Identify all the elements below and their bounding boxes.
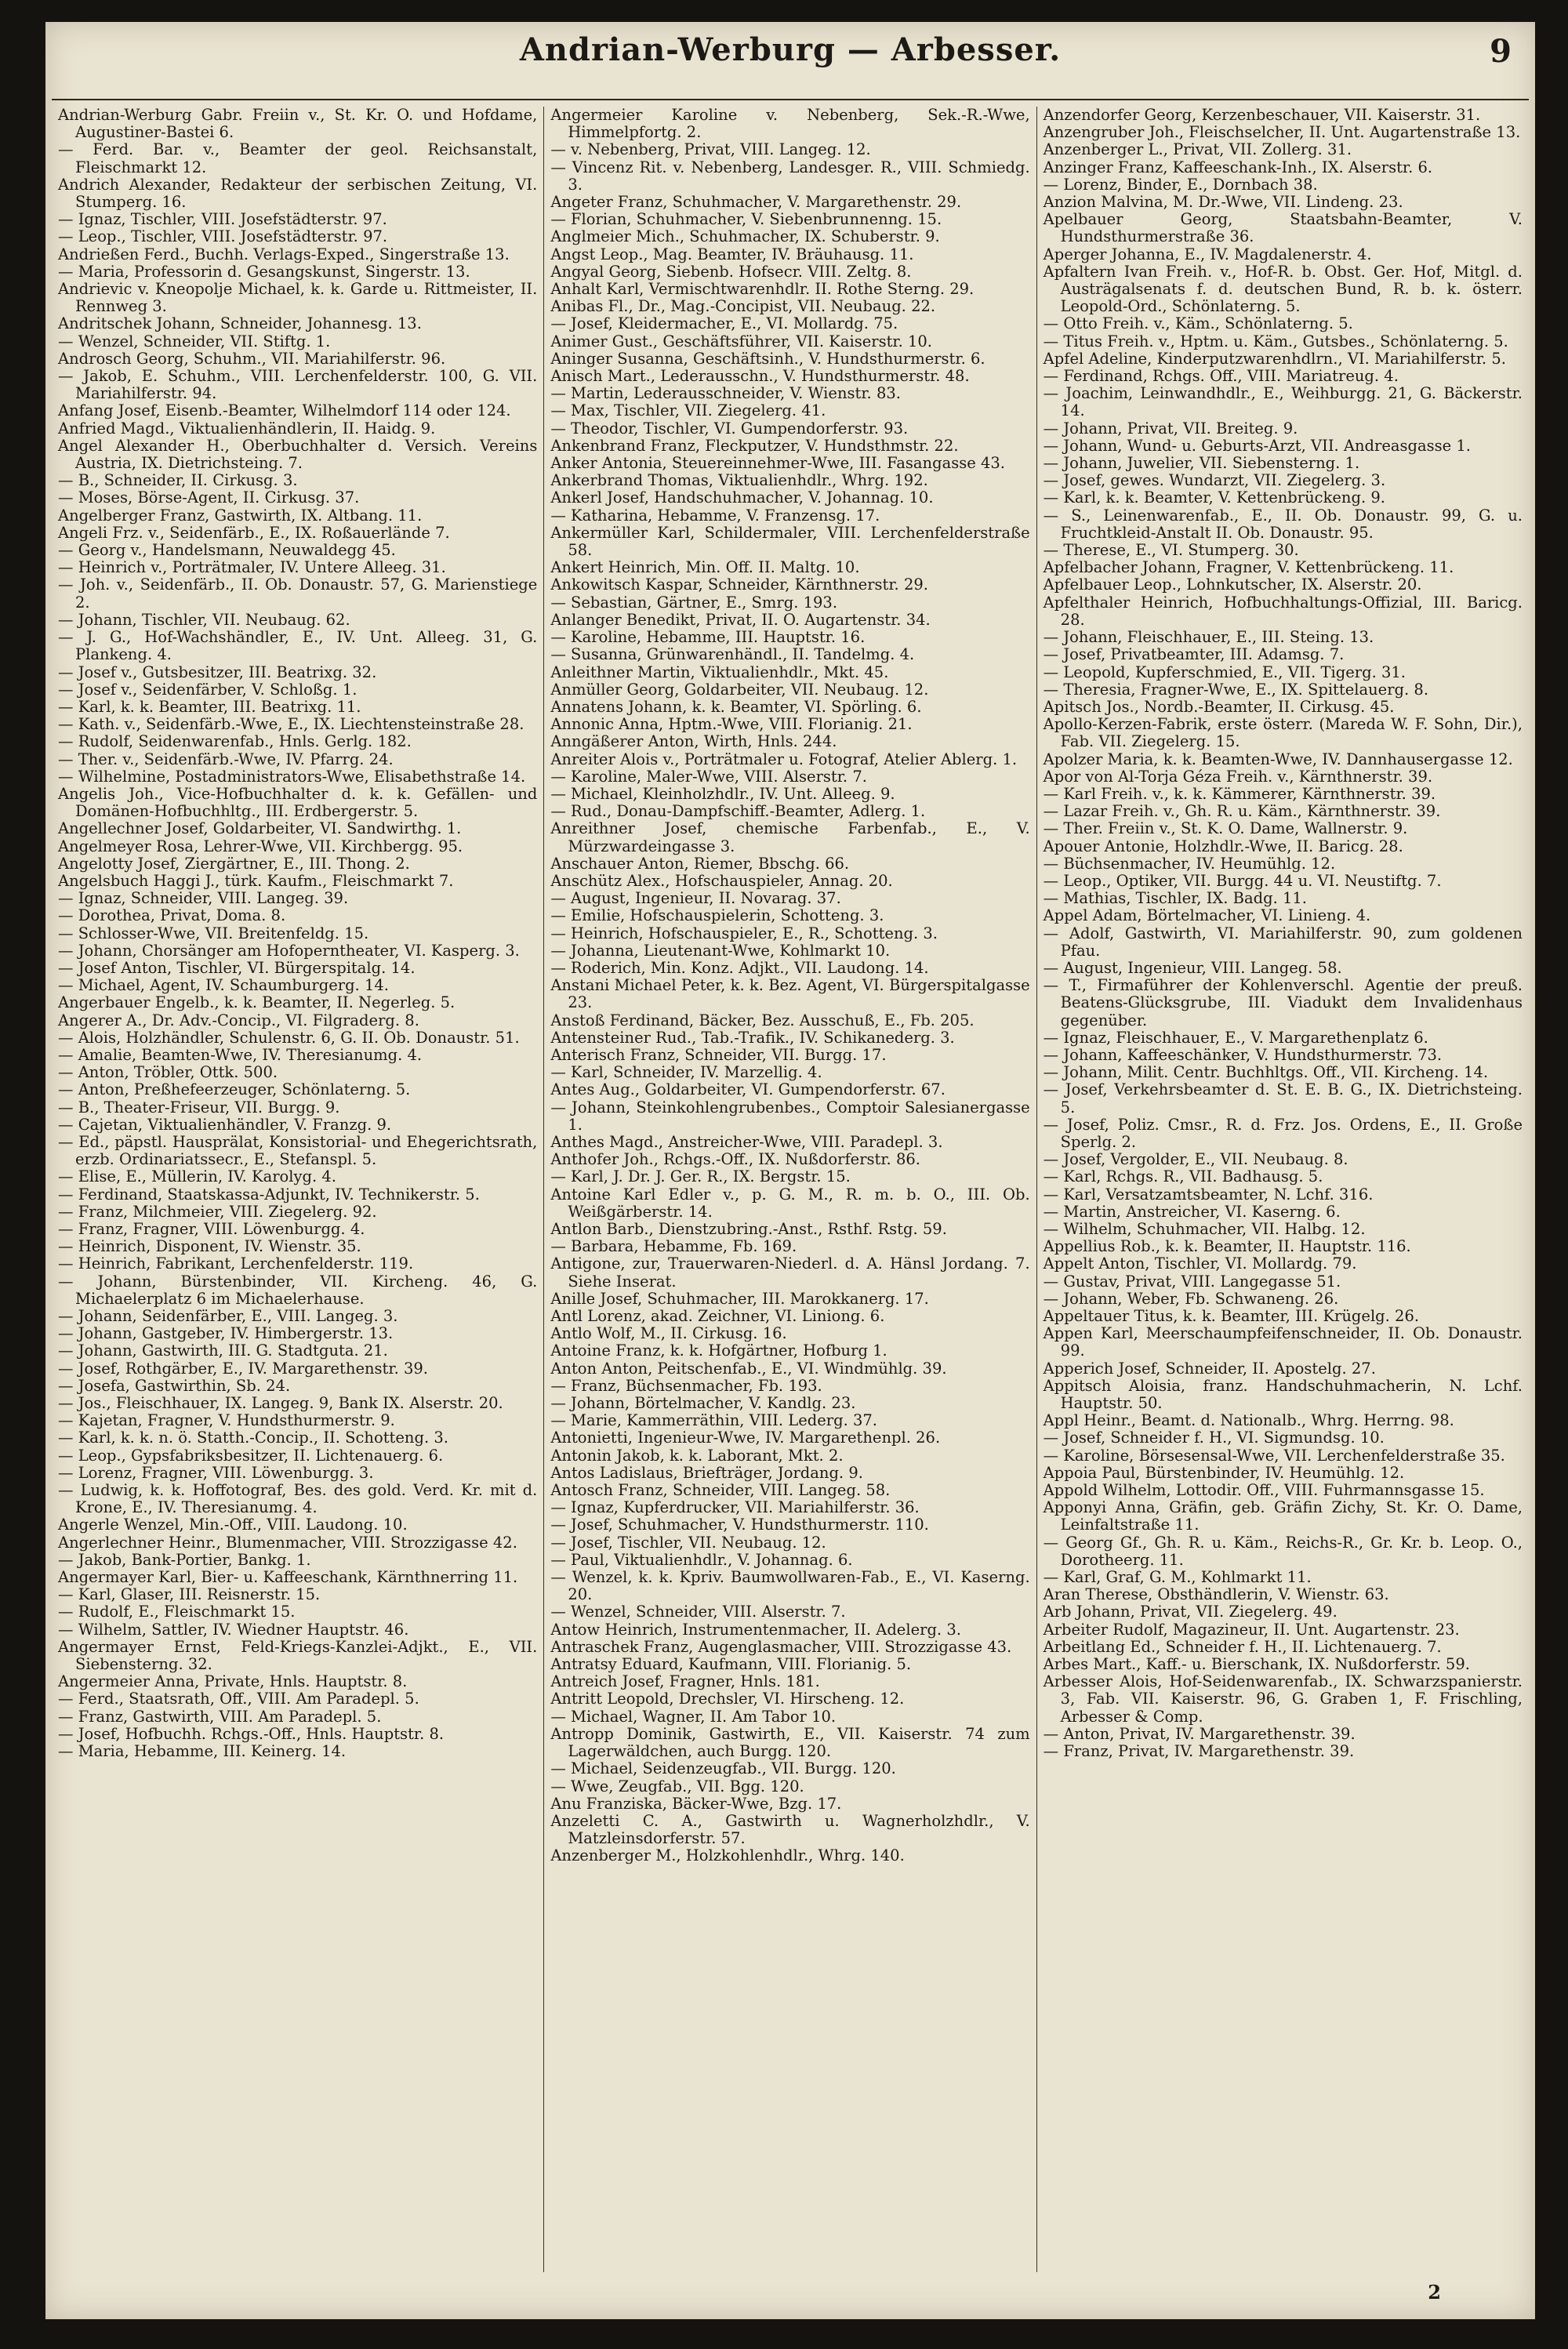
- directory-entry: Anthofer Joh., Rchgs.-Off., IX. Nußdorferstr. 86.: [550, 1150, 920, 1169]
- directory-columns: [52, 107, 1529, 2272]
- directory-entry: — Schlosser-Wwe, VII. Breitenfeldg. 15.: [58, 924, 369, 942]
- directory-entry: — Johann, Milit. Centr. Buchhltgs. Off., VII. Kircheng. 14.: [1043, 1063, 1489, 1082]
- directory-entry: — Therese, E., VI. Stumperg. 30.: [1043, 541, 1299, 560]
- directory-entry: — Josef, Hofbuchh. Rchgs.-Off., Hnls. Hauptstr. 8.: [58, 1724, 445, 1743]
- directory-entry: — Paul, Viktualienhdlr., V. Johannag. 6.: [550, 1550, 853, 1569]
- directory-entry: — Maria, Hebamme, III. Keinerg. 14.: [58, 1742, 347, 1761]
- directory-entry: Anterisch Franz, Schneider, VII. Burgg. 17.: [550, 1045, 887, 1064]
- directory-entry: — T., Firmaführer der Kohlenverschl. Agentie der preuß. Beatens-Glücksgrube, III. Viadukt dem Invalidenhaus gegenüber.: [1043, 976, 1523, 1029]
- directory-entry: — Wenzel, k. k. Kpriv. Baumwollwaren-Fab., E., VI. Kaserng. 20.: [550, 1568, 1030, 1604]
- directory-entry: Androsch Georg, Schuhm., VII. Mariahilferstr. 96.: [58, 349, 446, 368]
- directory-entry: — Josef, Vergolder, E., VII. Neubaug. 8.: [1043, 1150, 1348, 1169]
- directory-entry: Appl Heinr., Beamt. d. Nationalb., Whrg. Herrng. 98.: [1043, 1411, 1454, 1430]
- directory-entry: Angermayer Karl, Bier- u. Kaffeeschank, Kärnthnerring 11.: [58, 1568, 518, 1587]
- directory-entry: — Theodor, Tischler, VI. Gumpendorferstr. 93.: [550, 419, 909, 437]
- directory-entry: — Franz, Privat, IV. Margarethenstr. 39.: [1043, 1742, 1355, 1761]
- directory-entry: — Moses, Börse-Agent, II. Cirkusg. 37.: [58, 488, 360, 507]
- directory-entry: — Ther. v., Seidenfärb.-Wwe, IV. Pfarrg. 24.: [58, 750, 394, 768]
- directory-entry: — Ignaz, Fleischhauer, E., V. Margarethenplatz 6.: [1043, 1028, 1428, 1047]
- directory-entry: — Florian, Schuhmacher, V. Siebenbrunnenng. 15.: [550, 210, 942, 229]
- directory-entry: Anfried Magd., Viktualienhändlerin, II. Haidg. 9.: [58, 419, 436, 437]
- directory-entry: — Anton, Preßhefeerzeuger, Schönlaterng. 5.: [58, 1080, 411, 1099]
- directory-entry: Anzengruber Joh., Fleischselcher, II. Unt. Augartenstraße 13.: [1043, 123, 1521, 142]
- directory-entry: — Emilie, Hofschauspielerin, Schotteng. 3.: [550, 906, 884, 925]
- directory-entry: — Max, Tischler, VII. Ziegelerg. 41.: [550, 401, 826, 420]
- directory-entry: — Ignaz, Tischler, VIII. Josefstädterstr. 97.: [58, 210, 387, 229]
- running-head: Andrian-Werburg — Arbesser.: [519, 31, 1062, 68]
- directory-entry: — Theresia, Fragner-Wwe, E., IX. Spittelauerg. 8.: [1043, 680, 1429, 699]
- directory-entry: — Martin, Anstreicher, VI. Kaserng. 6.: [1043, 1202, 1341, 1221]
- directory-entry: — Roderich, Min. Konz. Adjkt., VII. Laudong. 14.: [550, 958, 929, 977]
- directory-entry: — Rudolf, Seidenwarenfab., Hnls. Gerlg. 182.: [58, 732, 412, 751]
- directory-entry: — Josef, Schneider f. H., VI. Sigmundsg. 10.: [1043, 1429, 1385, 1447]
- directory-entry: — Jakob, Bank-Portier, Bankg. 1.: [58, 1550, 311, 1569]
- directory-entry: Apfelbauer Leop., Lohnkutscher, IX. Alserstr. 20.: [1043, 575, 1422, 594]
- directory-entry: Anschütz Alex., Hofschauspieler, Annag. 20.: [550, 871, 893, 890]
- directory-entry: — Mathias, Tischler, IX. Badg. 11.: [1043, 889, 1308, 908]
- directory-entry: — Josef, Rothgärber, E., IV. Margarethenstr. 39.: [58, 1359, 428, 1378]
- directory-entry: Annonic Anna, Hptm.-Wwe, VIII. Florianig. 21.: [550, 715, 913, 734]
- directory-entry: Apouer Antonie, Holzhdlr.-Wwe, II. Baricg. 28.: [1043, 837, 1403, 855]
- directory-entry: Andrießen Ferd., Buchh. Verlags-Exped., Singerstraße 13.: [58, 245, 510, 263]
- directory-entry: — Josef v., Gutsbesitzer, III. Beatrixg. 32.: [58, 663, 377, 681]
- directory-entry: Apitsch Jos., Nordb.-Beamter, II. Cirkusg. 45.: [1043, 697, 1395, 716]
- directory-entry: — Katharina, Hebamme, V. Franzensg. 17.: [550, 506, 880, 525]
- directory-entry: — Dorothea, Privat, Doma. 8.: [58, 906, 286, 925]
- directory-entry: Apfaltern Ivan Freih. v., Hof-R. b. Obst. Ger. Hof, Mitgl. d. Austrägalsenats f. d. deutschen Bund, R. b. k. österr. Leopold-Ord., Schönlaterng. 5.: [1043, 262, 1523, 316]
- directory-entry: Antes Aug., Goldarbeiter, VI. Gumpendorferstr. 67.: [550, 1080, 946, 1099]
- directory-entry: — Leop., Gypsfabriksbesitzer, II. Lichtenauerg. 6.: [58, 1446, 444, 1465]
- directory-entry: Antropp Dominik, Gastwirth, E., VII. Kaiserstr. 74 zum Lagerwäldchen, auch Burgg. 120.: [550, 1724, 1030, 1761]
- directory-entry: — Josef, Privatbeamter, III. Adamsg. 7.: [1043, 645, 1345, 664]
- directory-entry: — Johann, Seidenfärber, E., VIII. Langeg. 3.: [58, 1307, 398, 1326]
- directory-entry: Antigone, zur, Trauerwaren-Niederl. d. A. Hänsl Jordang. 7. Siehe Inserat.: [550, 1254, 1030, 1291]
- column-right: [1037, 107, 1529, 2272]
- directory-entry: — Josef, Verkehrsbeamter d. St. E. B. G., IX. Dietrichsteing. 5.: [1043, 1080, 1523, 1116]
- directory-entry: — Johann, Börtelmacher, V. Kandlg. 23.: [550, 1394, 856, 1413]
- directory-entry: — Georg Gf., Gh. R. u. Käm., Reichs-R., Gr. Kr. b. Leop. O., Dorotheerg. 11.: [1043, 1533, 1523, 1569]
- directory-entry: — Johann, Chorsänger am Hofoperntheater, VI. Kasperg. 3.: [58, 941, 520, 960]
- directory-entry: — Ed., päpstl. Hausprälat, Konsistorial- und Ehegerichtsrath, erzb. Ordinariatssecr., E., Stefanspl. 5.: [58, 1132, 538, 1169]
- directory-entry: Antensteiner Rud., Tab.-Trafik., IV. Schikanederg. 3.: [550, 1028, 955, 1047]
- directory-entry: Andrievic v. Kneopolje Michael, k. k. Garde u. Rittmeister, II. Rennweg 3.: [58, 280, 538, 316]
- directory-entry: — Heinrich v., Porträtmaler, IV. Untere Alleeg. 31.: [58, 558, 446, 577]
- directory-entry: Angermeier Anna, Private, Hnls. Hauptstr. 8.: [58, 1672, 408, 1691]
- directory-entry: Apfel Adeline, Kinderputzwarenhdlrn., VI. Mariahilferstr. 5.: [1043, 349, 1506, 368]
- directory-entry: — Ferd., Staatsrath, Off., VIII. Am Paradepl. 5.: [58, 1690, 419, 1708]
- directory-entry: — Büchsenmacher, IV. Heumühlg. 12.: [1043, 854, 1336, 873]
- directory-entry: — Rudolf, E., Fleischmarkt 15.: [58, 1603, 296, 1621]
- directory-entry: — Michael, Seidenzeugfab., VII. Burgg. 120.: [550, 1759, 896, 1778]
- directory-entry: — Ferdinand, Staatskassa-Adjunkt, IV. Technikerstr. 5.: [58, 1185, 480, 1204]
- directory-entry: Angel Alexander H., Oberbuchhalter d. Versich. Vereins Austria, IX. Dietrichsteing. 7.: [58, 436, 538, 473]
- directory-entry: Angerer A., Dr. Adv.-Concip., VI. Filgraderg. 8.: [58, 1011, 419, 1029]
- directory-entry: Antonin Jakob, k. k. Laborant, Mkt. 2.: [550, 1446, 844, 1465]
- directory-entry: Apor von Al-Torja Géza Freih. v., Kärnthnerstr. 39.: [1043, 767, 1433, 786]
- column-left: [52, 107, 544, 2272]
- directory-entry: Anmüller Georg, Goldarbeiter, VII. Neubaug. 12.: [550, 680, 929, 699]
- directory-entry: — Johann, Steinkohlengrubenbes., Comptoir Salesianergasse 1.: [550, 1098, 1030, 1134]
- directory-entry: — Josef, Poliz. Cmsr., R. d. Frz. Jos. Ordens, E., II. Große Sperlg. 2.: [1043, 1115, 1523, 1151]
- directory-entry: Aran Therese, Obsthändlerin, V. Wienstr. 63.: [1043, 1585, 1389, 1604]
- directory-entry: — Susanna, Grünwarenhändl., II. Tandelmg. 4.: [550, 645, 915, 664]
- directory-entry: Anzion Malvina, M. Dr.-Wwe, VII. Lindeng. 23.: [1043, 193, 1403, 212]
- directory-entry: Anlanger Benedikt, Privat, II. O. Augartenstr. 34.: [550, 610, 931, 629]
- directory-entry: — Elise, E., Müllerin, IV. Karolyg. 4.: [58, 1167, 336, 1186]
- directory-entry: — Franz, Fragner, VIII. Löwenburgg. 4.: [58, 1220, 365, 1238]
- directory-entry: Anzinger Franz, Kaffeeschank-Inh., IX. Alserstr. 6.: [1043, 158, 1433, 176]
- directory-entry: — August, Ingenieur, VIII. Langeg. 58.: [1043, 958, 1342, 977]
- directory-entry: — Ludwig, k. k. Hoffotograf, Bes. des gold. Verd. Kr. mit d. Krone, E., IV. Theresianumg. 4.: [58, 1481, 538, 1517]
- directory-entry: — Michael, Wagner, II. Am Tabor 10.: [550, 1707, 837, 1726]
- directory-entry: Appelt Anton, Tischler, VI. Mollardg. 79.: [1043, 1254, 1357, 1273]
- directory-entry: — Leop., Optiker, VII. Burgg. 44 u. VI. Neustiftg. 7.: [1043, 871, 1442, 890]
- directory-entry: — Lorenz, Binder, E., Dornbach 38.: [1043, 175, 1318, 194]
- directory-entry: Anzendorfer Georg, Kerzenbeschauer, VII. Kaiserstr. 31.: [1043, 107, 1481, 124]
- directory-entry: — Marie, Kammerräthin, VIII. Lederg. 37.: [550, 1411, 877, 1430]
- directory-entry: — Josef, gewes. Wundarzt, VII. Ziegelerg. 3.: [1043, 471, 1386, 490]
- header-rule: [52, 99, 1529, 100]
- directory-entry: — Johann, Tischler, VII. Neubaug. 62.: [58, 610, 350, 629]
- directory-entry: — Josef, Schuhmacher, V. Hundsthurmerstr. 110.: [550, 1516, 929, 1534]
- directory-entry: Annatens Johann, k. k. Beamter, VI. Spörling. 6.: [550, 697, 922, 716]
- directory-entry: — Karoline, Maler-Wwe, VIII. Alserstr. 7.: [550, 767, 867, 786]
- directory-entry: — Karoline, Hebamme, III. Hauptstr. 16.: [550, 628, 866, 647]
- directory-entry: — J. G., Hof-Wachshändler, E., IV. Unt. Alleeg. 31, G. Plankeng. 4.: [58, 628, 538, 664]
- directory-entry: — Maria, Professorin d. Gesangskunst, Singerstr. 13.: [58, 262, 470, 281]
- directory-entry: — Kath. v., Seidenfärb.-Wwe, E., IX. Liechtensteinstraße 28.: [58, 715, 524, 734]
- directory-entry: — Wilhelm, Sattler, IV. Wiedner Hauptstr. 46.: [58, 1620, 409, 1639]
- directory-entry: — Rud., Donau-Dampfschiff.-Beamter, Adlerg. 1.: [550, 802, 926, 821]
- directory-entry: — Johanna, Lieutenant-Wwe, Kohlmarkt 10.: [550, 941, 891, 960]
- directory-entry: — Wilhelmine, Postadministrators-Wwe, Elisabethstraße 14.: [58, 767, 526, 786]
- directory-entry: — Karl, k. k. n. ö. Statth.-Concip., II. Schotteng. 3.: [58, 1429, 448, 1447]
- directory-entry: Apelbauer Georg, Staatsbahn-Beamter, V. Hundsthurmerstraße 36.: [1043, 210, 1523, 246]
- directory-entry: Anzenberger L., Privat, VII. Zollerg. 31.: [1043, 140, 1352, 159]
- directory-entry: Anu Franziska, Bäcker-Wwe, Bzg. 17.: [550, 1794, 842, 1813]
- directory-entry: — Wenzel, Schneider, VII. Stiftg. 1.: [58, 332, 331, 350]
- directory-entry: Ankerl Josef, Handschuhmacher, V. Johannag. 10.: [550, 488, 934, 507]
- directory-entry: Andritschek Johann, Schneider, Johannesg. 13.: [58, 314, 422, 333]
- directory-entry: Angelsbuch Haggi J., türk. Kaufm., Fleischmarkt 7.: [58, 871, 454, 890]
- directory-page: [45, 22, 1535, 2319]
- directory-entry: Animer Gust., Geschäftsführer, VII. Kaiserstr. 10.: [550, 332, 933, 350]
- directory-entry: Ankert Heinrich, Min. Off. II. Maltg. 10.: [550, 558, 860, 577]
- directory-entry: Antoine Karl Edler v., p. G. M., R. m. b. O., III. Ob. Weißgärberstr. 14.: [550, 1185, 1030, 1221]
- directory-entry: — Johann, Kaffeeschänker, V. Hundsthurmerstr. 73.: [1043, 1045, 1443, 1064]
- directory-entry: Antreich Josef, Fragner, Hnls. 181.: [550, 1672, 820, 1691]
- directory-entry: — S., Leinenwarenfab., E., II. Ob. Donaustr. 99, G. u. Fruchtkleid-Anstalt II. Ob. Donaustr. 95.: [1043, 506, 1523, 542]
- directory-entry: — Jos., Fleischhauer, IX. Langeg. 9, Bank IX. Alserstr. 20.: [58, 1394, 503, 1413]
- directory-entry: Aninger Susanna, Geschäftsinh., V. Hundsthurmerstr. 6.: [550, 349, 985, 368]
- directory-entry: — Georg v., Handelsmann, Neuwaldegg 45.: [58, 541, 396, 560]
- directory-entry: Antritt Leopold, Drechsler, VI. Hirscheng. 12.: [550, 1690, 905, 1708]
- directory-entry: — Gustav, Privat, VIII. Langegasse 51.: [1043, 1272, 1341, 1291]
- directory-entry: Anreithner Josef, chemische Farbenfab., E., V. Mürzwardeingasse 3.: [550, 819, 1030, 855]
- directory-entry: Appen Karl, Meerschaumpfeifenschneider, II. Ob. Donaustr. 99.: [1043, 1324, 1523, 1360]
- directory-entry: Anreiter Alois v., Porträtmaler u. Fotograf, Atelier Ablerg. 1.: [550, 750, 1018, 768]
- directory-entry: — Karl, Rchgs. R., VII. Badhausg. 5.: [1043, 1167, 1323, 1186]
- directory-entry: — Karl, Graf, G. M., Kohlmarkt 11.: [1043, 1568, 1312, 1587]
- directory-entry: — Anton, Tröbler, Ottk. 500.: [58, 1063, 278, 1082]
- directory-entry: Anker Antonia, Steuereinnehmer-Wwe, III. Fasangasse 43.: [550, 454, 1005, 473]
- directory-entry: — Josef, Kleidermacher, E., VI. Mollardg. 75.: [550, 314, 898, 333]
- directory-entry: Angerle Wenzel, Min.-Off., VIII. Laudong. 10.: [58, 1516, 408, 1534]
- directory-entry: Anstoß Ferdinand, Bäcker, Bez. Ausschuß, E., Fb. 205.: [550, 1011, 975, 1029]
- directory-entry: — Karoline, Börsesensal-Wwe, VII. Lerchenfelderstraße 35.: [1043, 1446, 1505, 1465]
- directory-entry: — Wwe, Zeugfab., VII. Bgg. 120.: [550, 1777, 804, 1795]
- directory-entry: — Vincenz Rit. v. Nebenberg, Landesger. R., VIII. Schmiedg. 3.: [550, 158, 1030, 194]
- directory-entry: — Franz, Büchsenmacher, Fb. 193.: [550, 1376, 822, 1395]
- directory-entry: Angst Leop., Mag. Beamter, IV. Bräuhausg. 11.: [550, 245, 914, 263]
- directory-entry: — Karl, k. k. Beamter, III. Beatrixg. 11.: [58, 697, 361, 716]
- directory-entry: — Sebastian, Gärtner, E., Smrg. 193.: [550, 593, 838, 612]
- directory-entry: Antoine Franz, k. k. Hofgärtner, Hofburg 1.: [550, 1342, 887, 1360]
- directory-entry: — Karl, Versatzamtsbeamter, N. Lchf. 316.: [1043, 1185, 1374, 1204]
- directory-entry: — Josef v., Seidenfärber, V. Schloßg. 1.: [58, 680, 358, 699]
- directory-entry: — Heinrich, Hofschauspieler, E., R., Schotteng. 3.: [550, 924, 938, 942]
- directory-entry: Anzenberger M., Holzkohlenhdlr., Whrg. 140.: [550, 1846, 905, 1865]
- directory-entry: Antosch Franz, Schneider, VIII. Langeg. 58.: [550, 1481, 891, 1500]
- directory-entry: Angelis Joh., Vice-Hofbuchhalter d. k. k. Gefällen- und Domänen-Hofbuchhltg., III. Erdbergerstr. 5.: [58, 784, 538, 821]
- directory-entry: — Leop., Tischler, VIII. Josefstädterstr. 97.: [58, 227, 388, 246]
- directory-entry: — B., Theater-Friseur, VII. Burgg. 9.: [58, 1098, 340, 1116]
- directory-entry: — Josef, Tischler, VII. Neubaug. 12.: [550, 1533, 826, 1552]
- directory-entry: Antratsy Eduard, Kaufmann, VIII. Florianig. 5.: [550, 1655, 912, 1674]
- directory-entry: — Anton, Privat, IV. Margarethenstr. 39.: [1043, 1724, 1356, 1743]
- directory-entry: Aperger Johanna, E., IV. Magdalenerstr. 4.: [1043, 245, 1372, 263]
- directory-entry: Antraschek Franz, Augenglasmacher, VIII. Strozzigasse 43.: [550, 1637, 1012, 1656]
- directory-entry: Arbesser Alois, Hof-Seidenwarenfab., IX. Schwarzspanierstr. 3, Fab. VII. Kaiserstr. 96, G. Graben 1, F. Frischling, Arbesser & Comp.: [1043, 1672, 1523, 1726]
- directory-entry: — Ferd. Bar. v., Beamter der geol. Reichsanstalt, Fleischmarkt 12.: [58, 140, 538, 176]
- directory-entry: — Heinrich, Disponent, IV. Wienstr. 35.: [58, 1237, 361, 1256]
- directory-entry: — Wenzel, Schneider, VIII. Alserstr. 7.: [550, 1603, 846, 1621]
- directory-entry: — Otto Freih. v., Käm., Schönlaterng. 5.: [1043, 314, 1353, 333]
- directory-entry: — Franz, Milchmeier, VIII. Ziegelerg. 92.: [58, 1202, 377, 1221]
- directory-entry: Apolzer Maria, k. k. Beamten-Wwe, IV. Dannhausergasse 12.: [1043, 750, 1513, 768]
- directory-entry: Angelotty Josef, Ziergärtner, E., III. Thong. 2.: [58, 854, 410, 873]
- directory-entry: — Johann, Gastgeber, IV. Himbergerstr. 13.: [58, 1324, 394, 1343]
- directory-entry: Anfang Josef, Eisenb.-Beamter, Wilhelmdorf 114 oder 124.: [58, 401, 511, 420]
- directory-entry: — v. Nebenberg, Privat, VIII. Langeg. 12.: [550, 140, 871, 159]
- directory-entry: Antonietti, Ingenieur-Wwe, IV. Margarethenpl. 26.: [550, 1429, 941, 1447]
- directory-entry: — Karl, k. k. Beamter, V. Kettenbrückeng. 9.: [1043, 488, 1385, 507]
- directory-entry: Anschauer Anton, Riemer, Bbschg. 66.: [550, 854, 850, 873]
- directory-entry: Apfelbacher Johann, Fragner, V. Kettenbrückeng. 11.: [1043, 558, 1454, 577]
- directory-entry: — Joachim, Leinwandhdlr., E., Weihburgg. 21, G. Bäckerstr. 14.: [1043, 384, 1523, 420]
- directory-entry: Apollo-Kerzen-Fabrik, erste österr. (Mareda W. F. Sohn, Dir.), Fab. VII. Ziegelerg. 15.: [1043, 715, 1523, 751]
- directory-entry: — Cajetan, Viktualienhändler, V. Franzg. 9.: [58, 1115, 392, 1134]
- directory-entry: Angerbauer Engelb., k. k. Beamter, II. Negerleg. 5.: [58, 993, 456, 1012]
- directory-entry: — Josefa, Gastwirthin, Sb. 24.: [58, 1376, 291, 1395]
- directory-entry: Andrich Alexander, Redakteur der serbischen Zeitung, VI. Stumperg. 16.: [58, 175, 538, 212]
- directory-entry: — Karl, J. Dr. J. Ger. R., IX. Bergstr. 15.: [550, 1167, 851, 1186]
- directory-entry: — Johann, Privat, VII. Breiteg. 9.: [1043, 419, 1298, 437]
- directory-entry: Antl Lorenz, akad. Zeichner, VI. Liniong. 6.: [550, 1307, 885, 1326]
- directory-entry: Angelmeyer Rosa, Lehrer-Wwe, VII. Kirchbergg. 95.: [58, 837, 463, 855]
- directory-entry: Antlo Wolf, M., II. Cirkusg. 16.: [550, 1324, 787, 1343]
- directory-entry: — Karl, Glaser, III. Reisnerstr. 15.: [58, 1585, 321, 1604]
- directory-entry: Arb Johann, Privat, VII. Ziegelerg. 49.: [1043, 1603, 1338, 1621]
- directory-entry: — Josef Anton, Tischler, VI. Bürgerspitalg. 14.: [58, 958, 416, 977]
- directory-entry: — Titus Freih. v., Hptm. u. Käm., Gutsbes., Schönlaterng. 5.: [1043, 332, 1508, 350]
- directory-entry: — Ferdinand, Rchgs. Off., VIII. Mariatreug. 4.: [1043, 367, 1399, 386]
- directory-entry: — Johann, Bürstenbinder, VII. Kircheng. 46, G. Michaelerplatz 6 im Michaelerhause.: [58, 1272, 538, 1308]
- directory-entry: Appoia Paul, Bürstenbinder, IV. Heumühlg. 12.: [1043, 1463, 1405, 1482]
- directory-entry: Ankerbrand Thomas, Viktualienhdlr., Whrg. 192.: [550, 471, 928, 490]
- directory-entry: Antos Ladislaus, Briefträger, Jordang. 9.: [550, 1463, 863, 1482]
- directory-entry: Ankermüller Karl, Schildermaler, VIII. Lerchenfelderstraße 58.: [550, 523, 1030, 560]
- signature-mark: 2: [1428, 2281, 1441, 2304]
- directory-entry: Appeltauer Titus, k. k. Beamter, III. Krügelg. 26.: [1043, 1307, 1420, 1326]
- directory-entry: Appitsch Aloisia, franz. Handschuhmacherin, N. Lchf. Hauptstr. 50.: [1043, 1376, 1523, 1413]
- directory-entry: Antow Heinrich, Instrumentenmacher, II. Adelerg. 3.: [550, 1620, 961, 1639]
- directory-entry: Anglmeier Mich., Schuhmacher, IX. Schuberstr. 9.: [550, 227, 940, 246]
- directory-entry: Apperich Josef, Schneider, II. Apostelg. 27.: [1043, 1359, 1376, 1378]
- directory-entry: Anngäßerer Anton, Wirth, Hnls. 244.: [550, 732, 837, 751]
- directory-entry: — Johann, Weber, Fb. Schwaneng. 26.: [1043, 1289, 1339, 1308]
- directory-entry: Anthes Magd., Anstreicher-Wwe, VIII. Paradepl. 3.: [550, 1132, 943, 1151]
- directory-entry: — Lorenz, Fragner, VIII. Löwenburgg. 3.: [58, 1463, 374, 1482]
- directory-entry: — Ignaz, Kupferdrucker, VII. Mariahilferstr. 36.: [550, 1498, 920, 1517]
- directory-entry: — Michael, Agent, IV. Schaumburgerg. 14.: [58, 976, 389, 995]
- directory-entry: Angeli Frz. v., Seidenfärb., E., IX. Roßauerlände 7.: [58, 523, 450, 542]
- column-middle: [544, 107, 1036, 2272]
- directory-entry: Anisch Mart., Lederausschn., V. Hundsthurmerstr. 48.: [550, 367, 970, 386]
- directory-entry: Appellius Rob., k. k. Beamter, II. Hauptstr. 116.: [1043, 1237, 1411, 1256]
- directory-entry: — Alois, Holzhändler, Schulenstr. 6, G. II. Ob. Donaustr. 51.: [58, 1028, 520, 1047]
- directory-entry: Anibas Fl., Dr., Mag.-Concipist, VII. Neubaug. 22.: [550, 297, 936, 316]
- directory-entry: Ankowitsch Kaspar, Schneider, Kärnthnerstr. 29.: [550, 575, 928, 594]
- directory-entry: Apponyi Anna, Gräfin, geb. Gräfin Zichy, St. Kr. O. Dame, Leinfaltstraße 11.: [1043, 1498, 1523, 1534]
- directory-entry: Anstani Michael Peter, k. k. Bez. Agent, VI. Bürgerspitalgasse 23.: [550, 976, 1030, 1012]
- directory-entry: Antlon Barb., Dienstzubring.-Anst., Rsthf. Rstg. 59.: [550, 1220, 947, 1238]
- directory-entry: — B., Schneider, II. Cirkusg. 3.: [58, 471, 298, 490]
- directory-entry: Angeter Franz, Schuhmacher, V. Margarethenstr. 29.: [550, 193, 962, 212]
- directory-entry: Angerlechner Heinr., Blumenmacher, VIII. Strozzigasse 42.: [58, 1533, 517, 1552]
- directory-entry: Angermayer Ernst, Feld-Kriegs-Kanzlei-Adjkt., E., VII. Siebensterng. 32.: [58, 1637, 538, 1674]
- directory-entry: — Heinrich, Fabrikant, Lerchenfelderstr. 119.: [58, 1254, 414, 1273]
- directory-entry: Angermeier Karoline v. Nebenberg, Sek.-R.-Wwe, Himmelpfortg. 2.: [550, 107, 1030, 142]
- directory-entry: — Johann, Fleischhauer, E., III. Steing. 13.: [1043, 628, 1374, 647]
- directory-entry: Angyal Georg, Siebenb. Hofsecr. VIII. Zeltg. 8.: [550, 262, 912, 281]
- directory-entry: — Karl, Schneider, IV. Marzellig. 4.: [550, 1063, 822, 1082]
- directory-entry: — Martin, Lederausschneider, V. Wienstr. 83.: [550, 384, 901, 403]
- directory-entry: Appold Wilhelm, Lottodir. Off., VIII. Fuhrmannsgasse 15.: [1043, 1481, 1485, 1500]
- directory-entry: — Wilhelm, Schuhmacher, VII. Halbg. 12.: [1043, 1220, 1366, 1238]
- directory-entry: Ankenbrand Franz, Fleckputzer, V. Hundsthmstr. 22.: [550, 436, 959, 455]
- directory-entry: — Lazar Freih. v., Gh. R. u. Käm., Kärnthnerstr. 39.: [1043, 802, 1441, 821]
- directory-entry: — Leopold, Kupferschmied, E., VII. Tigerg. 31.: [1043, 663, 1406, 681]
- directory-entry: Anzeletti C. A., Gastwirth u. Wagnerholzhdlr., V. Matzleinsdorferstr. 57.: [550, 1811, 1030, 1848]
- directory-entry: Arbeiter Rudolf, Magazineur, II. Unt. Augartenstr. 23.: [1043, 1620, 1460, 1639]
- directory-entry: — August, Ingenieur, II. Novarag. 37.: [550, 889, 841, 908]
- directory-entry: — Franz, Gastwirth, VIII. Am Paradepl. 5.: [58, 1707, 382, 1726]
- directory-entry: — Barbara, Hebamme, Fb. 169.: [550, 1237, 797, 1256]
- directory-entry: — Johann, Wund- u. Geburts-Arzt, VII. Andreasgasse 1.: [1043, 436, 1471, 455]
- directory-entry: Anton Anton, Peitschenfab., E., VI. Windmühlg. 39.: [550, 1359, 947, 1378]
- directory-entry: — Kajetan, Fragner, V. Hundsthurmerstr. 9.: [58, 1411, 395, 1430]
- directory-entry: Appel Adam, Börtelmacher, VI. Linieng. 4.: [1043, 906, 1371, 925]
- directory-entry: — Karl Freih. v., k. k. Kämmerer, Kärnthnerstr. 39.: [1043, 784, 1436, 803]
- directory-entry: Anille Josef, Schuhmacher, III. Marokkanerg. 17.: [550, 1289, 929, 1308]
- directory-entry: — Ignaz, Schneider, VIII. Langeg. 39.: [58, 889, 349, 908]
- directory-entry: Andrian-Werburg Gabr. Freiin v., St. Kr. O. und Hofdame, Augustiner-Bastei 6.: [58, 107, 538, 142]
- directory-entry: Anleithner Martin, Viktualienhdlr., Mkt. 45.: [550, 663, 889, 681]
- directory-entry: — Johann, Gastwirth, III. G. Stadtguta. 21.: [58, 1342, 388, 1360]
- directory-entry: Angelberger Franz, Gastwirth, IX. Altbang. 11.: [58, 506, 423, 525]
- directory-entry: Apfelthaler Heinrich, Hofbuchhaltungs-Offizial, III. Baricg. 28.: [1043, 593, 1523, 629]
- directory-entry: Arbes Mart., Kaff.- u. Bierschank, IX. Nußdorferstr. 59.: [1043, 1655, 1470, 1674]
- directory-entry: Angellechner Josef, Goldarbeiter, VI. Sandwirthg. 1.: [58, 819, 462, 838]
- directory-entry: — Johann, Juwelier, VII. Siebensterng. 1.: [1043, 454, 1360, 473]
- directory-entry: — Ther. Freiin v., St. K. O. Dame, Wallnerstr. 9.: [1043, 819, 1408, 838]
- directory-entry: Arbeitlang Ed., Schneider f. H., II. Lichtenauerg. 7.: [1043, 1637, 1442, 1656]
- directory-entry: — Amalie, Beamten-Wwe, IV. Theresianumg. 4.: [58, 1045, 423, 1064]
- directory-entry: — Adolf, Gastwirth, VI. Mariahilferstr. 90, zum goldenen Pfau.: [1043, 924, 1523, 960]
- directory-entry: — Michael, Kleinholzhdlr., IV. Unt. Alleeg. 9.: [550, 784, 895, 803]
- page-number: 9: [1490, 33, 1512, 70]
- directory-entry: Anhalt Karl, Vermischtwarenhdlr. II. Rothe Sterng. 29.: [550, 280, 975, 299]
- directory-entry: — Joh. v., Seidenfärb., II. Ob. Donaustr. 57, G. Marienstiege 2.: [58, 575, 538, 612]
- directory-entry: — Jakob, E. Schuhm., VIII. Lerchenfelderstr. 100, G. VII. Mariahilferstr. 94.: [58, 367, 538, 403]
